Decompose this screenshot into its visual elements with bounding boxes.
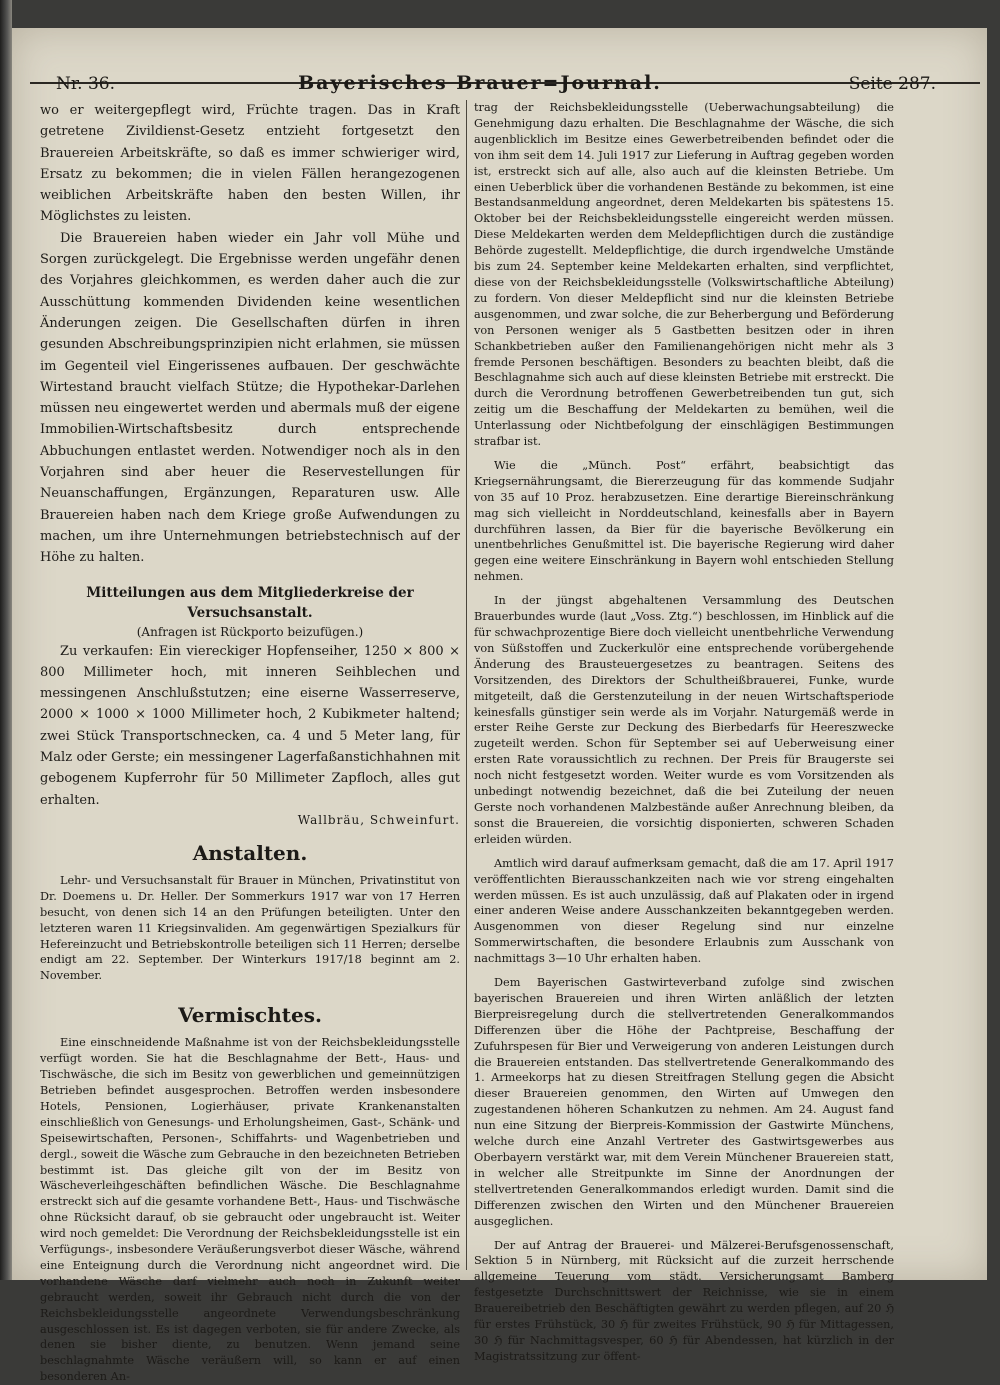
section-heading-mitteilungen: Mitteilungen aus dem Mitgliederkreise der Versuchsanstalt.	[86, 584, 414, 621]
signature: Wallbräu, Schweinfurt.	[297, 812, 460, 827]
paragraph: In der jüngst abgehaltenen Versammlung des Deutschen Brauerbundes wurde (laut „Voss. Ztg.“) beschlossen, im Hinblick auf die für schwachprozentige Biere doch vielleicht unentbehrliche Verwendung von Süßstoffen und Zuckerkulör eine entsprechende vorübergehende Änderung des Brausteuergesetzes zu beantragen. Seitens des Vorsitzenden, des Direktors der Schultheißbrauerei, Funke, wurde mitgeteilt, daß die Gerstenzuteilung in der neuen Wirtschaftsperiode keinesfalls günstiger sein werde als im Vorjahr. Naturgemäß werde in erster Reihe Gerste zur Deckung des Bierbedarfs für Heereszwecke zugeteilt werden. Schon für September sei auf Ueberweisung einer ersten Rate voraussichtlich zu rechnen. Der Preis für Braugerste sei noch nicht festgesetzt worden. Weiter wurde es vom Vorsitzenden als unbedingt notwendig bezeichnet, daß die bei Zuteilung der neuen Gerste noch vorhandenen Malzbestände außer Anrechnung bleiben, da sonst die Brauereien, die vorsichtig disponierten, schweren Schaden erleiden würden.	[474, 594, 894, 846]
section-heading-vermischtes: Vermischtes.	[178, 1003, 322, 1028]
paragraph: wo er weitergepflegt wird, Früchte tragen. Das in Kraft getretene Zivildienst-Gesetz entzieht fortgesetzt den Brauereien Arbeitskräfte, so daß es immer schwieriger wird, Ersatz zu bekommen; die in vielen Fällen herangezogenen weiblichen Arbeitskräfte haben den besten Willen, ihr Möglichstes zu leisten.	[40, 103, 460, 225]
paragraph: Zu verkaufen: Ein viereckiger Hopfenseiher, 1250 × 800 × 800 Millimeter hoch, mit inneren Seihblechen und messingenen Anschlußstutzen; eine eiserne Wasserreserve, 2000 × 1000 × 1000 Millimeter hoch, 2 Kubikmeter haltend; zwei Stück Transportschnecken, ca. 4 und 5 Meter lang, für Malz oder Gerste; ein messingener Lagerfaßanstichhahnen mit gebogenem Kupferrohr für 50 Millimeter Zapfloch, alles gut erhalten.	[40, 643, 460, 808]
paragraph: Der auf Antrag der Brauerei- und Mälzerei-Berufsgenossenschaft, Sektion 5 in Nürnberg, mit Rücksicht auf die zurzeit herrschende allgemeine Teuerung vom städt. Versicherungsamt Bamberg festgesetzte Durchschnittswert der Reichnisse, wie sie in einem Brauereibetrieb den Beschäftigten gewährt zu werden pflegen, auf 20 ℌ für erstes Frühstück, 30 ℌ für zweites Frühstück, 90 ℌ für Mittagessen, 30 ℌ für Nachmittagsvesper, 60 ℌ für Abendessen, hat kürzlich in der Magistratssitzung zur öffent-	[474, 1238, 894, 1363]
paragraph: trag der Reichsbekleidungsstelle (Ueberwachungsabteilung) die Genehmigung dazu erhalten. Die Beschlagnahme der Wäsche, die sich augenblicklich im Besitze eines Gewerbetreibenden befindet oder die von ihm seit dem 14. Juli 1917 zur Lieferung in Auftrag gegeben worden ist, erstreckt sich auf alle, also auch auf die kleinsten Betriebe. Um einen Ueberblick über die vorhandenen Bestände zu bekommen, ist eine Bestandsanmeldung angeordnet, deren Meldekarten bis spätestens 15. Oktober bei der Reichsbekleidungsstelle eingereicht werden müssen. Diese Meldekarten werden dem Meldepflichtigen durch die zuständige Behörde zugestellt. Meldepflichtige, die durch irgendwelche Umstände bis zum 24. September keine Meldekarten erhalten, sind verpflichtet, diese von der Reichsbekleidungsstelle (Volkswirtschaftliche Abteilung) zu fordern. Von dieser Meldepflicht sind nur die kleinsten Betriebe ausgenommen, und zwar solche, die zur Beherbergung und Beförderung von Personen weniger als 5 Gastbetten besitzen oder in ihren Schankbetrieben außer den Familienangehörigen nicht mehr als 3 fremde Personen beschäftigen. Besonders zu beachten bleibt, daß die Beschlagnahme sich auch auf diese kleinsten Betriebe mit erstreckt. Die durch die Verordnung betroffenen Gewerbetreibenden tun gut, sich zeitig um die Beschaffung der Meldekarten zu bemühen, weil die Unterlassung oder Nichtbefolgung der einschlägigen Bestimmungen strafbar ist.	[474, 101, 894, 449]
paragraph: Die Brauereien haben wieder ein Jahr voll Mühe und Sorgen zurückgelegt. Die Ergebnisse werden ungefähr denen des Vorjahres gleichkommen, es werden daher auch die zur Ausschüttung kommenden Dividenden keine wesentlichen Änderungen zeigen. Die Gesellschaften dürfen in ihren gesunden Abschreibungsprinzipien nicht erlahmen, sie müssen im Gegenteil viel Eingerissenes aufbauen. Der geschwächte Wirtestand braucht vielfach Stütze; die Hypothekar-Darlehen müssen neu eingewertet werden und abermals muß der eigene Immobilien-Wirtschaftsbesitz durch entsprechende Abbuchungen entlastet werden. Notwendiger noch als in den Vorjahren sind aber heuer die Reservestellungen für Neuanschaffungen, Ergänzungen, Reparaturen usw. Alle Brauereien haben nach dem Kriege große Aufwendungen zu machen, um ihre Unternehmungen betriebstechnisch auf der Höhe zu halten.	[40, 230, 460, 566]
paragraph: Dem Bayerischen Gastwirteverband zufolge sind zwischen bayerischen Brauereien und ihren Wirten anläßlich der letzten Bierpreisregelung durch die stellvertretenden Generalkommandos Differenzen über die Höhe der Pachtpreise, Beschaffung der Zufuhrspesen für Bier und Verweigerung von anderen Leistungen durch die Brauereien entstanden. Das stellvertretende Generalkommando des 1. Armeekorps hat zu diesen Streitfragen Stellung gegen die Absicht dieser Brauereien genommen, den Wirten auf Umwegen den zugestandenen höheren Schankutzen zu nehmen. Am 24. August fand nun eine Sitzung der Bierpreis-Kommission der Gastwirte Münchens, welche durch eine Anzahl Vertreter des Gastwirtsgewerbes aus Oberbayern verstärkt war, mit dem Verein Münchener Brauereien statt, in welcher alle Streitpunkte im Sinne der Anordnungen der stellvertretenden Generalkommandos erledigt wurden. Damit sind die Differenzen zwischen den Wirten und den Münchener Brauereien ausgeglichen.	[474, 976, 894, 1228]
binding-edge	[0, 0, 12, 1280]
paragraph: Wie die „Münch. Post“ erfährt, beabsichtigt das Kriegsernährungsamt, die Biererzeugung für das kommende Sudjahr von 35 auf 10 Proz. herabzusetzen. Eine derartige Biereinschränkung mag sich vielleicht in Norddeutschland, keinesfalls aber in Bayern durchführen lassen, da Bier für die bayerische Bevölkerung ein unentbehrliches Genußmittel ist. Die bayerische Regierung wird daher gegen eine weitere Einschränkung in Bayern wohl entschieden Stellung nehmen.	[474, 458, 894, 584]
right-column	[474, 100, 894, 1363]
paragraph: Amtlich wird darauf aufmerksam gemacht, daß die am 17. April 1917 veröffentlichten Bierausschankzeiten nach wie vor streng eingehalten werden müssen. Es ist auch unzulässig, daß auf Plakaten oder in irgend einer anderen Weise andere Ausschankzeiten bekanntgegeben werden. Ausgenommen von dieser Regelung sind nur einzelne Sommerwirtschaften, die besondere Erlaubnis zum Ausschank von nachmittags 3—10 Uhr erhalten haben.	[474, 856, 894, 966]
left-column	[40, 100, 460, 1384]
paragraph: Eine einschneidende Maßnahme ist von der Reichsbekleidungsstelle verfügt worden. Sie hat die Beschlagnahme der Bett-, Haus- und Tischwäsche, die sich im Besitz von gewerblichen und gemeinnützigen Betrieben befindet ausgesprochen. Betroffen werden insbesondere Hotels, Pensionen, Logierhäuser, private Krankenanstalten einschließlich von Genesungs- und Erholungsheimen, Gast-, Schänk- und Speisewirtschaften, Personen-, Schiffahrts- und Wagenbetrieben und dergl., soweit die Wäsche zum Gebrauche in den bezeichneten Betrieben bestimmt ist. Das gleiche gilt von der im Besitz von Wäscheverleihgeschäften befindlichen Wäsche. Die Beschlagnahme erstreckt sich auf die gesamte vorhandene Bett-, Haus- und Tischwäsche ohne Rücksicht darauf, ob sie gebraucht oder ungebraucht ist. Weiter wird noch gemeldet: Die Verordnung der Reichsbekleidungsstelle ist ein Verfügungs-, insbesondere Veräußerungsverbot dieser Wäsche, während eine Enteignung durch die Verordnung nicht angeordnet wird. Die vorhandene Wäsche darf vielmehr auch noch in Zukunft weiter gebraucht werden, soweit ihr Gebrauch nicht durch die von der Reichsbekleidungsstelle angeordnete Verwendungsbeschränkung ausgeschlossen ist. Es ist dagegen verboten, sie für andere Zwecke, als denen sie bisher diente, zu benutzen. Wenn jemand seine beschlagnahmte Wäsche veräußern will, so kann er auf einen besonderen An-	[40, 1036, 460, 1384]
section-heading-anstalten: Anstalten.	[192, 840, 308, 865]
section-subheading: (Anfragen ist Rückporto beizufügen.)	[136, 624, 364, 639]
page-number: Seite 287.	[848, 74, 936, 94]
column-divider	[466, 100, 467, 1270]
running-header	[30, 46, 980, 94]
journal-title: Bayerisches Brauer=Journal.	[298, 72, 662, 94]
paragraph: Lehr- und Versuchsanstalt für Brauer in München, Privatinstitut von Dr. Doemens u. Dr. Heller. Der Sommerkurs 1917 war von 17 Herren besucht, von denen sich 14 an den Prüfungen beteiligten. Unter den letzteren waren 11 Kriegsinvaliden. Am gegenwärtigen Spezialkurs für Hefereinzucht und Betriebskontrolle beteiligen sich 11 Herren; derselbe endigt am 22. September. Der Winterkurs 1917/18 beginnt am 2. November.	[40, 873, 460, 983]
issue-number: Nr. 36.	[56, 74, 115, 94]
